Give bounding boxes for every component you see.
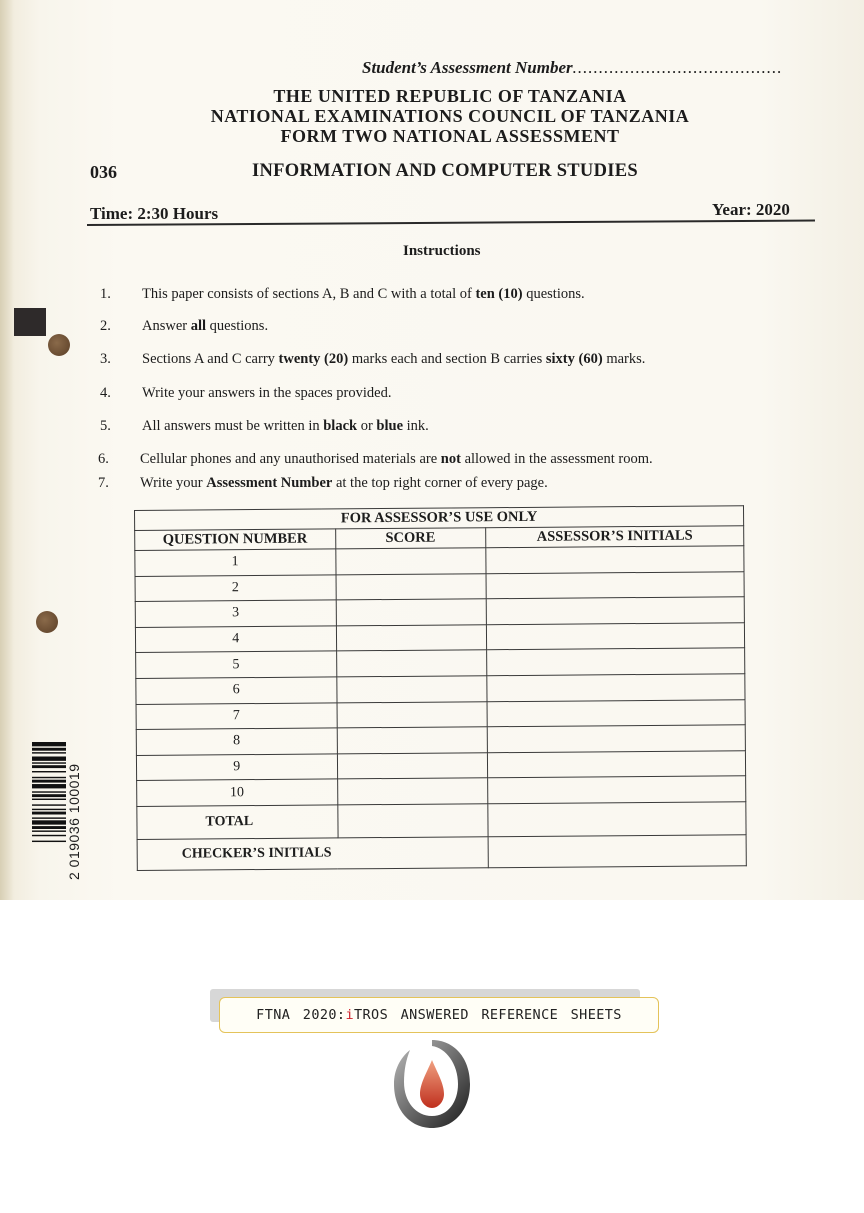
instruction-item-5 (100, 418, 429, 435)
instruction-text: All answers must be written in (142, 418, 324, 434)
score-cell (337, 778, 488, 805)
score-cell (337, 701, 488, 728)
instruction-number: 2. (100, 318, 111, 334)
instruction-number: 3. (100, 351, 111, 367)
instruction-emphasis: Assessment Number (206, 475, 333, 491)
exam-year: Year: 2020 (712, 200, 790, 219)
instruction-text: Cellular phones and any unauthorised materials are (140, 451, 441, 467)
instruction-number: 4. (100, 385, 111, 401)
exam-time: Time: 2:30 Hours (90, 204, 219, 223)
instruction-emphasis: not (440, 451, 461, 467)
instruction-text: allowed in the assessment room. (460, 451, 653, 467)
student-number-dots: ........................................ (572, 58, 783, 77)
instruction-text: This paper consists of sections A, B and C with a total of (142, 286, 476, 302)
instruction-text: questions. (522, 286, 585, 302)
initials-cell (486, 546, 744, 574)
instruction-text: Answer (142, 318, 191, 334)
barcode-bar (32, 835, 66, 836)
barcode-bar (32, 799, 66, 800)
barcode-bar (32, 784, 66, 788)
instruction-item-3 (100, 351, 645, 368)
instruction-emphasis: all (190, 318, 207, 334)
score-cell (336, 650, 487, 677)
checker-initials-cell (488, 835, 746, 868)
score-cell (337, 752, 488, 779)
col-assessor-initials: ASSESSOR’S INITIALS (486, 526, 744, 548)
punch-hole-bottom (36, 611, 58, 633)
barcode-bar (32, 826, 66, 829)
barcode-bar (32, 804, 66, 805)
banner-text-post: TROS ANSWERED REFERENCE SHEETS (353, 1007, 622, 1023)
checker-initials-label: CHECKER’S INITIALS (137, 837, 488, 871)
col-score: SCORE (335, 528, 486, 549)
subject-title: INFORMATION AND COMPUTER STUDIES (252, 161, 638, 181)
page-edge-shadow (0, 0, 14, 900)
barcode-bar (32, 742, 66, 746)
banner-text-accent: i (345, 1007, 354, 1023)
score-cell (336, 599, 487, 626)
initials-cell (487, 750, 745, 778)
question-number-cell: 10 (137, 779, 338, 806)
student-assessment-number-line (362, 58, 783, 78)
barcode-bar (32, 752, 66, 753)
initials-cell (487, 725, 745, 753)
barcode-bar (32, 809, 66, 810)
score-cell (336, 625, 487, 652)
instruction-item-2 (100, 318, 268, 335)
instructions-title: Instructions (403, 243, 481, 259)
instruction-number: 5. (100, 418, 111, 434)
country-heading: THE UNITED REPUBLIC OF TANZANIA (273, 86, 627, 106)
instruction-number: 1. (100, 286, 111, 302)
question-number-cell: 5 (136, 651, 337, 678)
barcode-bar (32, 780, 66, 783)
barcode-bar (32, 748, 66, 751)
itros-logo-icon (392, 1036, 472, 1132)
instruction-text: or (357, 418, 377, 434)
instruction-text: questions. (206, 318, 269, 334)
score-cell (336, 573, 487, 600)
barcode-bar (32, 830, 66, 831)
barcode-number: 2 019036 100019 (66, 763, 82, 880)
instruction-item-6 (98, 451, 653, 468)
score-rows (135, 546, 746, 807)
instruction-number: 7. (98, 475, 109, 491)
student-number-label: Student’s Assessment Number (362, 58, 573, 77)
barcode-bar (32, 791, 66, 792)
question-number-cell: 6 (136, 677, 337, 704)
question-number-cell: 8 (136, 728, 337, 755)
barcode-bar (32, 841, 66, 842)
assessor-score-table (134, 505, 747, 871)
instruction-number: 6. (98, 451, 109, 467)
instruction-emphasis: twenty (20) (278, 351, 349, 367)
instruction-emphasis: ten (10) (475, 286, 523, 302)
barcode-bar (32, 817, 66, 818)
instruction-emphasis: black (323, 418, 358, 434)
instruction-emphasis: sixty (60) (545, 351, 603, 367)
question-number-cell: 7 (136, 702, 337, 729)
subject-code: 036 (90, 162, 117, 182)
score-cell (335, 548, 486, 575)
barcode-bar (32, 765, 66, 768)
banner-text-pre: FTNA 2020: (256, 1007, 346, 1023)
initials-cell (487, 648, 745, 676)
col-question-number: QUESTION NUMBER (135, 529, 336, 551)
binder-tab-mark (14, 308, 46, 336)
total-row (137, 802, 746, 840)
question-number-cell: 9 (136, 754, 337, 781)
total-initials-cell (488, 802, 746, 837)
instruction-text: Write your (140, 475, 207, 491)
instruction-text: ink. (403, 418, 429, 434)
council-heading: NATIONAL EXAMINATIONS COUNCIL OF TANZANIA (210, 106, 690, 126)
question-number-cell: 3 (135, 600, 336, 627)
initials-cell (486, 571, 744, 599)
barcode-bar (32, 762, 66, 763)
barcode-bar (32, 771, 66, 772)
barcode-bar (32, 820, 66, 824)
instruction-text: at the top right corner of every page. (332, 475, 548, 491)
initials-cell (488, 776, 746, 804)
instruction-text: marks. (602, 351, 646, 367)
barcode-bar (32, 812, 66, 815)
score-cell (336, 676, 487, 703)
barcode-bar (32, 794, 66, 797)
total-label: TOTAL (137, 805, 338, 840)
initials-cell (486, 622, 744, 650)
question-number-cell: 1 (135, 549, 336, 576)
barcode (32, 742, 96, 880)
instruction-emphasis: blue (376, 418, 404, 434)
barcode-bar (32, 757, 66, 761)
initials-cell (486, 597, 744, 625)
initials-cell (487, 699, 745, 727)
score-cell (337, 727, 488, 754)
footer-banner (219, 997, 659, 1033)
assessor-table-title: FOR ASSESSOR’S USE ONLY (135, 506, 744, 531)
instruction-item-4 (100, 385, 391, 402)
total-score-cell (337, 804, 488, 838)
question-number-cell: 4 (135, 626, 336, 653)
instruction-text: marks each and section B carries (348, 351, 546, 367)
checker-row (137, 835, 746, 871)
question-number-cell: 2 (135, 575, 336, 602)
instruction-text: Sections A and C carry (142, 351, 279, 367)
assessment-heading: FORM TWO NATIONAL ASSESSMENT (280, 126, 620, 146)
barcode-bar (32, 777, 66, 778)
punch-hole-top (48, 334, 70, 356)
instruction-item-1 (100, 286, 585, 303)
instruction-text: Write your answers in the spaces provided. (142, 385, 392, 401)
initials-cell (487, 674, 745, 702)
instruction-item-7 (98, 475, 548, 492)
